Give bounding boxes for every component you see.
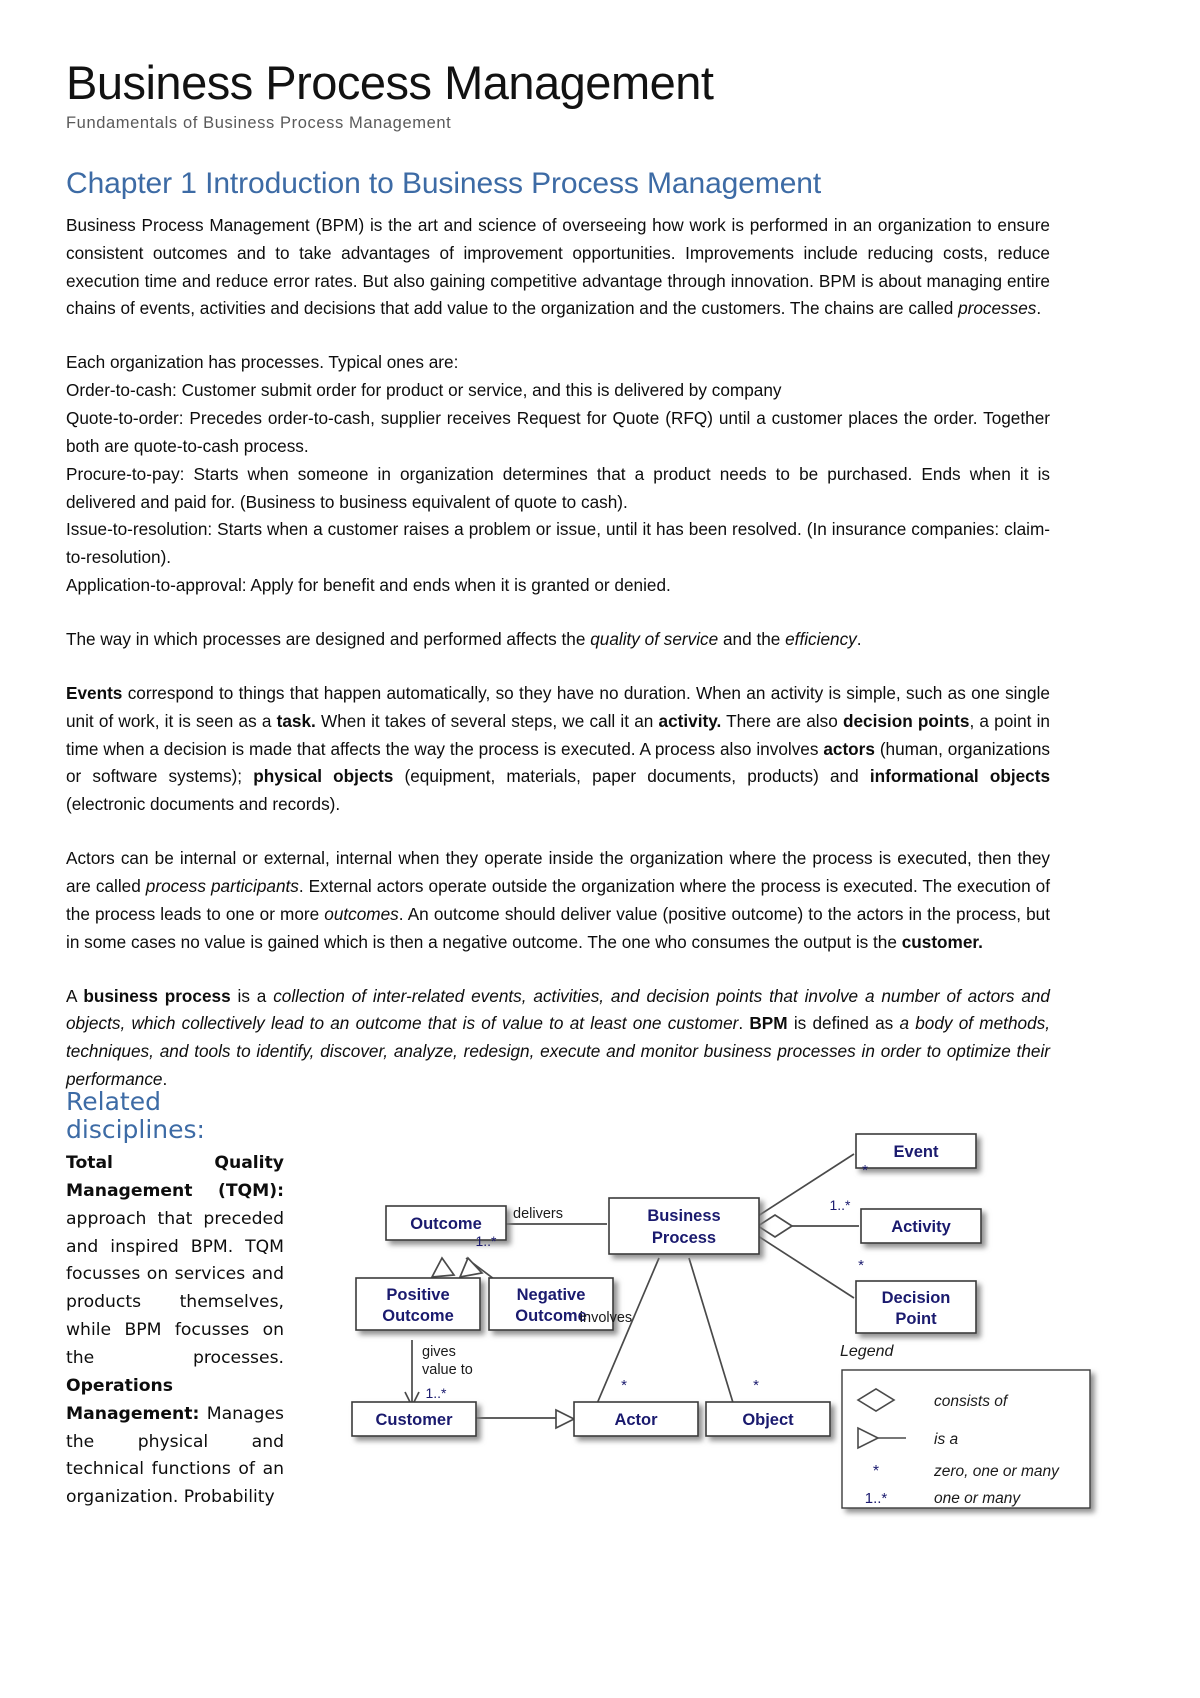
uml-class-diagram bbox=[334, 1118, 1134, 1678]
process-item-quote-to-order: Quote-to-order: Precedes order-to-cash, supplier receives Request for Quote (RFQ) until a customer places the order. Together both are quote-to-cash process. bbox=[66, 407, 1050, 456]
definition-bold-business-process: business process bbox=[83, 985, 231, 1006]
discipline-term-operations: Operations Management: bbox=[66, 1375, 200, 1424]
node-label-decision-point-line2: Point bbox=[895, 1310, 937, 1328]
node-label-business-process-line2: Process bbox=[651, 1229, 717, 1247]
discipline-text-operations: Manages the physical and technical functions of an organization. Probability bbox=[66, 1403, 284, 1508]
node-label-decision-point-line1: Decision bbox=[881, 1289, 951, 1307]
multiplicity-activity: 1..* bbox=[829, 1197, 851, 1213]
edge-label-involves: involves bbox=[579, 1310, 633, 1326]
legend-label-is-a: is a bbox=[934, 1431, 959, 1448]
node-label-positive-outcome-line1: Positive bbox=[386, 1286, 450, 1304]
events-text-5: (human, organizations or software systems); bbox=[66, 738, 1050, 787]
events-bold-actors: actors bbox=[823, 738, 875, 759]
actors-text-1: Actors can be internal or external, internal when they operate inside the organization where the process is executed, then they are called bbox=[66, 848, 1050, 896]
paragraph-events bbox=[66, 680, 1050, 819]
paragraph-designed-performed bbox=[66, 626, 1050, 654]
multiplicity-event: * bbox=[862, 1162, 868, 1179]
process-item-order-to-cash: Order-to-cash: Customer submit order for product or service, and this is delivered by company bbox=[66, 380, 782, 401]
node-label-activity: Activity bbox=[891, 1218, 951, 1236]
legend-label-zero-one-many: zero, one or many bbox=[934, 1463, 1059, 1480]
node-label-negative-outcome-line1: Negative bbox=[516, 1286, 586, 1304]
definition-bold-bpm: BPM bbox=[749, 1013, 788, 1034]
events-text-1: correspond to things that happen automatically, so they have no duration. When an activity is simple, such as one single unit of work, it is seen as a bbox=[66, 682, 1050, 731]
definition-emphasis-body-of-methods: a body of methods, techniques, and tools to identify, discover, analyze, redesign, execute and monitor business processes in order to optimize their performance bbox=[66, 1013, 1050, 1090]
events-text-4: , a point in time when a decision is made that affects the way the process is executed. A process also involves bbox=[66, 710, 1050, 759]
related-disciplines-column bbox=[66, 1088, 284, 1512]
multiplicity-decision: * bbox=[858, 1257, 864, 1274]
events-bold-task: task. bbox=[276, 710, 316, 731]
legend-label-one-or-many: one or many bbox=[934, 1490, 1021, 1507]
events-bold-decision-points: decision points bbox=[842, 710, 970, 731]
process-item-issue-to-resolution: Issue-to-resolution: Starts when a customer raises a problem or issue, until it has been resolved. (In insurance companies: claim-to-resolution). bbox=[66, 519, 1050, 568]
edge-bp-decision bbox=[758, 1236, 854, 1298]
events-text-6: (equipment, materials, paper documents, products) and bbox=[393, 766, 870, 787]
discipline-text-tqm: approach that preceded and inspired BPM. TQM focusses on services and products themselves, while BPM focusses on the processes. bbox=[66, 1208, 284, 1369]
events-text-7: (electronic documents and records). bbox=[66, 794, 341, 815]
definition-text-1: A bbox=[66, 985, 84, 1006]
node-label-outcome: Outcome bbox=[410, 1215, 482, 1233]
node-label-actor: Actor bbox=[614, 1411, 658, 1429]
designed-text-2: and the bbox=[718, 628, 786, 649]
legend-title: Legend bbox=[840, 1343, 894, 1360]
intro-text-1: Business Process Management (BPM) is the art and science of overseeing how work is performed in an organization to ensure consistent outcomes and to take advantages of improvement opportunities. Improvements include reducing costs, reduce execution time and reduce error rates. But also gaining competitive advantage through innovation. BPM is about managing entire chains of events, activities and decisions that add value to the organization and the customers. The chains are called bbox=[66, 214, 1050, 319]
bottom-section bbox=[66, 1088, 1136, 1688]
definition-text-2: is a bbox=[230, 985, 274, 1006]
spacer bbox=[66, 957, 1050, 983]
events-bold-events: Events bbox=[66, 682, 123, 703]
spacer bbox=[66, 600, 1050, 626]
spacer bbox=[66, 323, 1050, 349]
designed-emphasis-efficiency: efficiency bbox=[785, 628, 857, 649]
spacer bbox=[66, 654, 1050, 680]
legend-label-consists-of: consists of bbox=[934, 1393, 1008, 1410]
node-label-customer: Customer bbox=[375, 1411, 453, 1429]
generalization-triangle-actor bbox=[556, 1410, 574, 1428]
events-text-3: There are also bbox=[721, 710, 843, 731]
events-bold-activity: activity. bbox=[658, 710, 722, 731]
discipline-item-tqm bbox=[66, 1150, 284, 1373]
related-disciplines-heading: Related disciplines: bbox=[66, 1087, 205, 1144]
designed-text-1: The way in which processes are designed and performed affects the bbox=[66, 628, 591, 649]
discipline-term-tqm: Total Quality Management (TQM): bbox=[66, 1153, 284, 1201]
node-label-negative-outcome-line2: Outcome bbox=[515, 1307, 587, 1325]
events-bold-informational-objects: informational objects bbox=[869, 766, 1051, 787]
definition-text-4: is defined as bbox=[787, 1013, 900, 1034]
multiplicity-object: * bbox=[753, 1377, 759, 1394]
legend-symbol-one-or-many: 1..* bbox=[864, 1490, 888, 1507]
paragraph-actors bbox=[66, 845, 1050, 956]
designed-emphasis-quality: quality of service bbox=[590, 628, 719, 649]
actors-emphasis-participants: process participants bbox=[145, 876, 299, 896]
events-text-2: When it takes of several steps, we call it an bbox=[315, 710, 659, 731]
actors-text-2: . External actors operate outside the organization where the process is executed. The execution of the process leads to one or more bbox=[66, 876, 1050, 924]
process-item-procure-to-pay: Procure-to-pay: Starts when someone in organization determines that a product needs to be purchased. Ends when it is delivered and paid for. (Business to business equivalent of quote to cash). bbox=[66, 463, 1050, 512]
multiplicity-customer: 1..* bbox=[425, 1385, 447, 1401]
edge-label-delivers: delivers bbox=[513, 1206, 563, 1222]
chapter-heading: Chapter 1 Introduction to Business Process Management bbox=[66, 166, 822, 200]
edge-label-gives-line2: value to bbox=[422, 1362, 473, 1378]
events-bold-physical-objects: physical objects bbox=[253, 766, 394, 787]
actors-emphasis-outcomes: outcomes bbox=[324, 903, 399, 924]
edge-label-gives-line1: gives bbox=[422, 1344, 456, 1360]
page-subtitle: Fundamentals of Business Process Management bbox=[66, 113, 452, 132]
process-item-application-to-approval: Application-to-approval: Apply for benefit and ends when it is granted or denied. bbox=[66, 575, 671, 596]
paragraph-intro bbox=[66, 212, 1050, 323]
discipline-item-operations bbox=[66, 1373, 284, 1512]
paragraph-definition bbox=[66, 983, 1050, 1094]
node-label-business-process-line1: Business bbox=[647, 1207, 721, 1225]
designed-text-3: . bbox=[856, 628, 862, 649]
aggregation-diamond-bp bbox=[758, 1215, 792, 1237]
multiplicity-outcome: 1..* bbox=[475, 1233, 497, 1249]
page-title: Business Process Management bbox=[66, 56, 714, 109]
spacer bbox=[66, 819, 1050, 845]
legend-symbol-star: * bbox=[872, 1463, 880, 1480]
intro-text-2: . bbox=[1036, 298, 1042, 319]
edge-bp-object bbox=[689, 1258, 734, 1406]
definition-text-5: . bbox=[162, 1069, 168, 1090]
node-label-positive-outcome-line2: Outcome bbox=[382, 1307, 454, 1325]
node-label-event: Event bbox=[893, 1143, 939, 1161]
intro-emphasis-processes: processes bbox=[958, 298, 1037, 319]
actors-text-3: . An outcome should deliver value (positive outcome) to the actors in the process, but in some cases no value is gained which is then a negative outcome. The one who consumes the output is the bbox=[66, 903, 1050, 952]
generalization-triangle-outcome-a bbox=[432, 1258, 454, 1277]
definition-emphasis-collection: collection of inter-related events, activities, and decision points that involve a number of actors and objects, which collectively lead to an outcome that is of value to at least one customer bbox=[66, 985, 1050, 1034]
actors-bold-customer: customer. bbox=[901, 931, 983, 952]
multiplicity-actor: * bbox=[621, 1377, 627, 1394]
definition-text-3: . bbox=[738, 1013, 750, 1034]
paragraph-list-intro: Each organization has processes. Typical ones are: bbox=[66, 352, 459, 373]
node-label-object: Object bbox=[742, 1411, 794, 1429]
